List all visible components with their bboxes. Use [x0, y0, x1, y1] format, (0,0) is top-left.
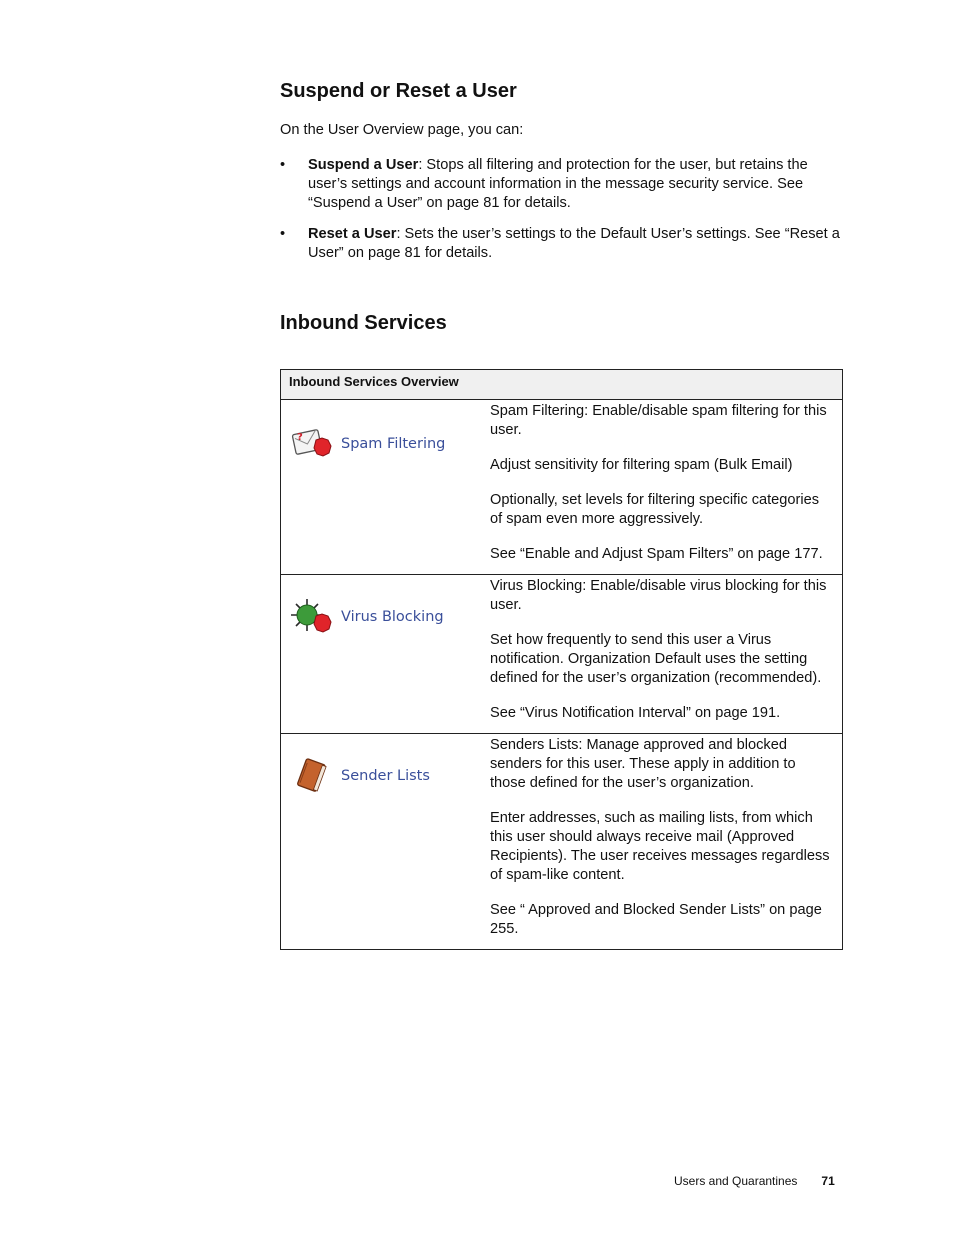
bullet-mark: •: [280, 226, 286, 242]
bullet-term: Reset a User: [308, 226, 397, 242]
sender-lists-icon: [291, 756, 335, 796]
table-header-row: [281, 370, 843, 400]
service-sender-lists: [291, 756, 430, 796]
description-paragraph: Enter addresses, such as mailing lists, from which this user should always receive mail (Approved Recipients). The user receives messages regardless of spam-like content.: [490, 810, 830, 883]
service-label: Virus Blocking: [341, 609, 444, 625]
table-row: [281, 400, 843, 575]
description-paragraph: Adjust sensitivity for filtering spam (Bulk Email): [490, 457, 793, 473]
bullet-mark: •: [280, 157, 286, 173]
bullet-text: : Sets the user’s settings to the Default User’s settings. See “Reset a User” on page 81 for details.: [308, 226, 840, 261]
service-spam-filtering: [291, 424, 445, 464]
description-paragraph: See “ Approved and Blocked Sender Lists” on page 255.: [490, 902, 822, 937]
list-item: [280, 225, 842, 263]
description-paragraph: Virus Blocking: Enable/disable virus blocking for this user.: [490, 578, 827, 613]
footer-chapter: Users and Quarantines: [674, 1174, 798, 1188]
bullet-term: Suspend a User: [308, 157, 419, 173]
page-footer: [674, 1174, 835, 1188]
table-row: [281, 575, 843, 734]
service-cell: [281, 575, 474, 734]
spam-filter-icon: [291, 424, 335, 464]
description-paragraph: See “Virus Notification Interval” on page 191.: [490, 705, 781, 721]
description-paragraph: Optionally, set levels for filtering specific categories of spam even more aggressively.: [490, 492, 820, 527]
table-header: Inbound Services Overview: [281, 370, 843, 400]
description-paragraph: Senders Lists: Manage approved and blocked senders for this user. These apply in addition to those defined for the user’s organization.: [490, 737, 796, 791]
description-paragraph: Set how frequently to send this user a Virus notification. Organization Default uses the setting defined for the user’s organization (recommended).: [490, 632, 822, 686]
service-description: [473, 734, 843, 950]
section-heading-suspend: Suspend or Reset a User: [280, 80, 517, 102]
bullet-list: [280, 156, 842, 275]
service-virus-blocking: [291, 597, 444, 637]
list-item: [280, 156, 842, 213]
page-number: 71: [821, 1174, 835, 1188]
inbound-services-table: [280, 369, 843, 950]
bullet-text: : Stops all filtering and protection for the user, but retains the user’s settings and account information in the message security service. See “Suspend a User” on page 81 for details.: [308, 157, 808, 211]
svg-text:?: ?: [297, 432, 303, 443]
service-label: Sender Lists: [341, 768, 430, 784]
service-cell: [281, 400, 474, 575]
description-paragraph: See “Enable and Adjust Spam Filters” on page 177.: [490, 546, 823, 562]
service-label: Spam Filtering: [341, 436, 446, 452]
intro-text: On the User Overview page, you can:: [280, 122, 524, 138]
table-row: [281, 734, 843, 950]
service-description: [473, 400, 843, 575]
section-heading-inbound: Inbound Services: [280, 312, 447, 334]
virus-blocking-icon: [291, 597, 335, 637]
description-paragraph: Spam Filtering: Enable/disable spam filtering for this user.: [490, 403, 827, 438]
service-description: [473, 575, 843, 734]
service-cell: [281, 734, 474, 950]
